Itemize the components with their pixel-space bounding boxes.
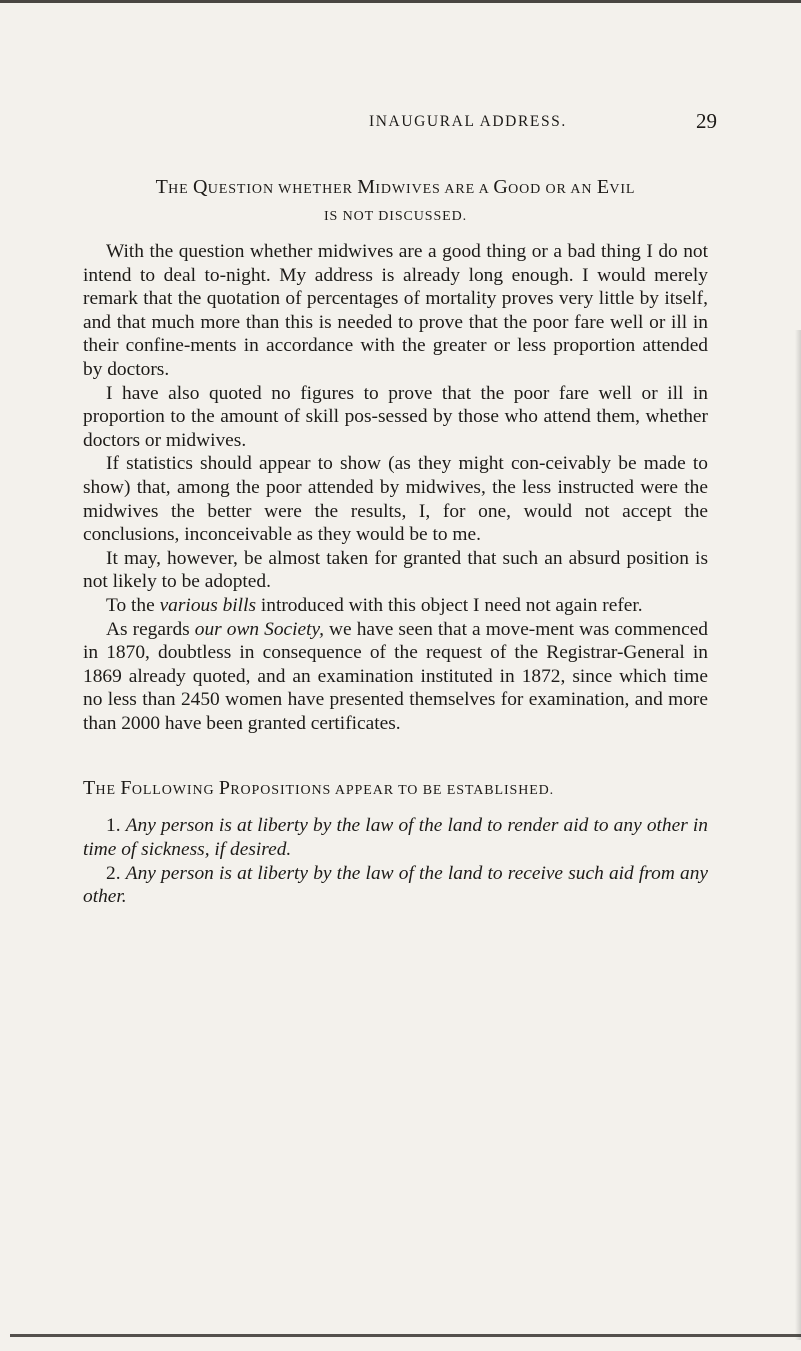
- proposition-text: Any person is at liberty by the law of the land to render aid to any other in time of sickness, if desired.: [83, 815, 708, 861]
- running-title: INAUGURAL ADDRESS.: [369, 113, 567, 130]
- heading-capital: G: [493, 176, 509, 198]
- heading-capital: T: [155, 176, 169, 198]
- top-rule: [0, 0, 801, 3]
- paragraph: It may, however, be almost taken for granted that such an absurd position is not likely to be adopted.: [83, 547, 708, 593]
- paragraph-text: we have seen that a move-ment was commenced in 1870, doubtless in consequence of the request of the Registrar-General in 1869 already quoted, and an examination instituted in 1872, since which time no less than 2450 women have presented themselves for examination, and more than 2000 have been granted certificates.: [83, 618, 709, 734]
- heading-smallcaps: IDWIVES ARE A: [375, 182, 494, 197]
- heading-capital: E: [596, 176, 610, 198]
- paragraph: If statistics should appear to show (as they might con-ceivably be made to show) that, among the poor attended by midwives, the less instructed were the midwives the better were the results, I, for one, would not accept the conclusions, inconceivable as they would be to me.: [83, 453, 708, 546]
- heading-capital: M: [357, 176, 376, 198]
- page-edge-shadow: [795, 330, 801, 1340]
- proposition-text: Any person is at liberty by the law of the land to receive such aid from any other.: [83, 862, 708, 908]
- heading-capital: P: [218, 777, 231, 800]
- paragraph: With the question whether midwives are a good thing or a bad thing I do not intend to deal to-night. My address is already long enough. I would merely remark that the quotation of percentages of mortality proves very little by itself, and that much more than this is needed to prove that the poor fare well or ill in their confine-ments in accordance with the greater or less proportion attended by doctors.: [83, 241, 708, 380]
- paragraph-italic: various bills: [159, 594, 257, 616]
- proposition-item: [83, 862, 708, 909]
- heading-smallcaps: HE: [95, 783, 121, 799]
- paragraph-text: As regards: [106, 618, 195, 640]
- paragraph-text: To the: [106, 594, 160, 616]
- proposition-number: 1.: [106, 815, 121, 837]
- heading-capital: F: [120, 777, 132, 800]
- heading-smallcaps: ROPOSITIONS APPEAR TO BE ESTABLISHED.: [230, 783, 555, 799]
- heading-smallcaps: OLLOWING: [131, 783, 219, 799]
- page-number: 29: [696, 109, 717, 133]
- paragraph-text: introduced with this object I need not again refer.: [256, 594, 643, 616]
- running-head: [0, 109, 801, 137]
- heading-smallcaps: VIL: [609, 182, 636, 197]
- paragraph: I have also quoted no figures to prove that the poor fare well or ill in proportion to the amount of skill pos-sessed by those who attend them, whether doctors or midwives.: [83, 382, 708, 451]
- heading-capital: Q: [193, 176, 208, 198]
- section-heading-line2: IS NOT DISCUSSED.: [323, 209, 467, 224]
- section-heading-midwives: [83, 176, 708, 201]
- heading-smallcaps: HE: [168, 182, 194, 197]
- proposition-item: [83, 814, 708, 861]
- propositions-list: [83, 814, 708, 908]
- bottom-rule: [10, 1334, 801, 1337]
- heading-smallcaps: UESTION WHETHER: [207, 182, 358, 197]
- paragraph: [83, 594, 708, 618]
- page-content: [83, 176, 708, 909]
- paragraph: [83, 618, 708, 736]
- paragraph-italic: our own Society,: [194, 618, 324, 640]
- section1-body: [83, 240, 708, 735]
- heading-smallcaps: OOD OR AN: [508, 182, 597, 197]
- heading-capital: T: [83, 777, 96, 800]
- section-heading-propositions: [83, 777, 708, 802]
- proposition-number: 2.: [106, 862, 121, 884]
